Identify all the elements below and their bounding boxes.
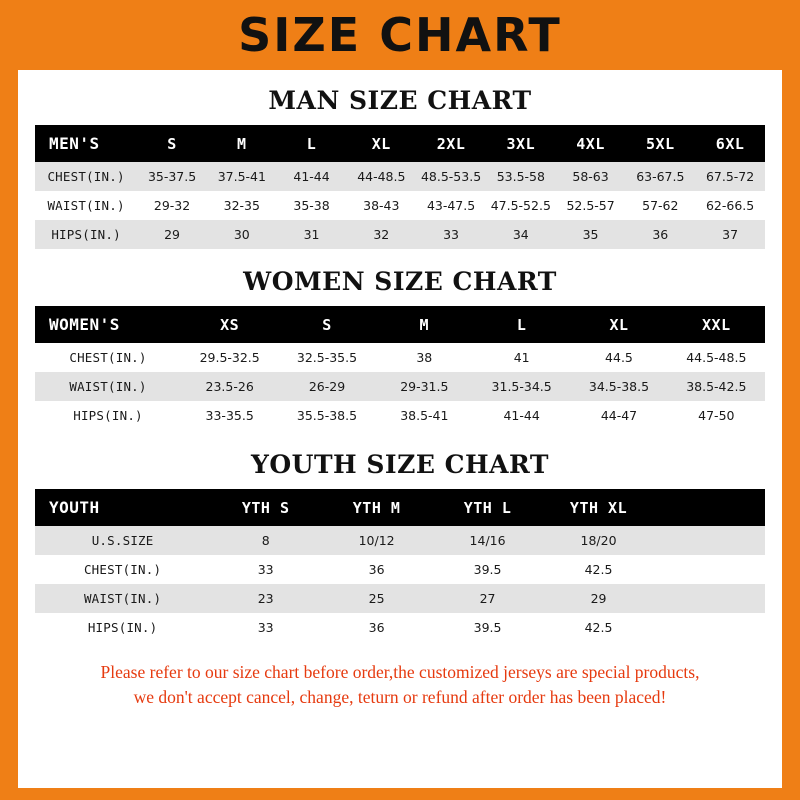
cell: 35-38 xyxy=(277,191,347,220)
table-header-row xyxy=(35,489,765,526)
youth-size-table xyxy=(35,489,765,642)
cell: 34.5-38.5 xyxy=(570,372,667,401)
row-label: HIPS(IN.) xyxy=(35,401,181,430)
column-header: 2XL xyxy=(416,125,486,162)
cell xyxy=(654,555,765,584)
row-label: WAIST(IN.) xyxy=(35,584,210,613)
cell: 48.5-53.5 xyxy=(416,162,486,191)
table-header-row xyxy=(35,306,765,343)
table-row xyxy=(35,191,765,220)
cell: 8 xyxy=(210,526,321,555)
cell: 52.5-57 xyxy=(556,191,626,220)
cell: 25 xyxy=(321,584,432,613)
cell: 62-66.5 xyxy=(695,191,765,220)
cell: 29 xyxy=(137,220,207,249)
column-header: YTH XL xyxy=(543,489,654,526)
cell: 38.5-41 xyxy=(376,401,473,430)
cell: 32-35 xyxy=(207,191,277,220)
cell: 39.5 xyxy=(432,555,543,584)
cell: 38.5-42.5 xyxy=(668,372,765,401)
column-header: MEN'S xyxy=(35,125,137,162)
column-header: M xyxy=(207,125,277,162)
banner xyxy=(0,0,800,70)
column-header: YOUTH xyxy=(35,489,210,526)
column-header: 5XL xyxy=(625,125,695,162)
table-row xyxy=(35,343,765,372)
cell: 29-32 xyxy=(137,191,207,220)
column-header: S xyxy=(278,306,375,343)
column-header: YTH L xyxy=(432,489,543,526)
row-label: HIPS(IN.) xyxy=(35,220,137,249)
column-header: XL xyxy=(570,306,667,343)
cell: 33 xyxy=(210,613,321,642)
column-header xyxy=(654,489,765,526)
women-size-table xyxy=(35,306,765,430)
cell: 18/20 xyxy=(543,526,654,555)
cell: 23.5-26 xyxy=(181,372,278,401)
cell xyxy=(654,526,765,555)
column-header: XXL xyxy=(668,306,765,343)
cell: 26-29 xyxy=(278,372,375,401)
cell: 30 xyxy=(207,220,277,249)
row-label: WAIST(IN.) xyxy=(35,191,137,220)
cell: 58-63 xyxy=(556,162,626,191)
footer-note xyxy=(35,660,765,711)
youth-section-title: YOUTH SIZE CHART xyxy=(251,450,549,479)
cell: 23 xyxy=(210,584,321,613)
banner-title: SIZE CHART xyxy=(238,8,562,62)
table-header-row xyxy=(35,125,765,162)
cell: 36 xyxy=(321,613,432,642)
column-header: YTH M xyxy=(321,489,432,526)
column-header: L xyxy=(277,125,347,162)
cell: 29-31.5 xyxy=(376,372,473,401)
cell: 43-47.5 xyxy=(416,191,486,220)
cell: 47.5-52.5 xyxy=(486,191,556,220)
table-row xyxy=(35,613,765,642)
cell: 44-47 xyxy=(570,401,667,430)
row-label: CHEST(IN.) xyxy=(35,555,210,584)
cell: 32.5-35.5 xyxy=(278,343,375,372)
column-header: 3XL xyxy=(486,125,556,162)
cell: 37 xyxy=(695,220,765,249)
table-row xyxy=(35,162,765,191)
cell: 36 xyxy=(321,555,432,584)
cell: 42.5 xyxy=(543,613,654,642)
table-row xyxy=(35,220,765,249)
cell: 33-35.5 xyxy=(181,401,278,430)
column-header: 4XL xyxy=(556,125,626,162)
cell: 35.5-38.5 xyxy=(278,401,375,430)
column-header: XS xyxy=(181,306,278,343)
row-label: WAIST(IN.) xyxy=(35,372,181,401)
table-row xyxy=(35,584,765,613)
man-section-title: MAN SIZE CHART xyxy=(268,86,532,115)
table-row xyxy=(35,401,765,430)
row-label: HIPS(IN.) xyxy=(35,613,210,642)
cell: 31 xyxy=(277,220,347,249)
cell: 44.5 xyxy=(570,343,667,372)
cell: 42.5 xyxy=(543,555,654,584)
cell: 63-67.5 xyxy=(625,162,695,191)
cell: 57-62 xyxy=(625,191,695,220)
cell: 44-48.5 xyxy=(346,162,416,191)
column-header: XL xyxy=(346,125,416,162)
column-header: S xyxy=(137,125,207,162)
cell: 41 xyxy=(473,343,570,372)
cell: 37.5-41 xyxy=(207,162,277,191)
cell: 53.5-58 xyxy=(486,162,556,191)
cell: 14/16 xyxy=(432,526,543,555)
cell: 47-50 xyxy=(668,401,765,430)
cell: 31.5-34.5 xyxy=(473,372,570,401)
cell: 10/12 xyxy=(321,526,432,555)
cell: 41-44 xyxy=(473,401,570,430)
table-row xyxy=(35,555,765,584)
cell: 34 xyxy=(486,220,556,249)
cell: 27 xyxy=(432,584,543,613)
cell: 41-44 xyxy=(277,162,347,191)
cell xyxy=(654,584,765,613)
column-header: M xyxy=(376,306,473,343)
cell: 29 xyxy=(543,584,654,613)
column-header: WOMEN'S xyxy=(35,306,181,343)
cell: 38-43 xyxy=(346,191,416,220)
bottom-accent-bar xyxy=(0,788,800,800)
cell: 32 xyxy=(346,220,416,249)
row-label: U.S.SIZE xyxy=(35,526,210,555)
footer-note-line-1: Please refer to our size chart before order,the customized jerseys are special products, xyxy=(100,662,700,682)
cell: 29.5-32.5 xyxy=(181,343,278,372)
row-label: CHEST(IN.) xyxy=(35,162,137,191)
cell: 33 xyxy=(210,555,321,584)
cell: 33 xyxy=(416,220,486,249)
women-section-title: WOMEN SIZE CHART xyxy=(243,267,557,296)
row-label: CHEST(IN.) xyxy=(35,343,181,372)
cell: 44.5-48.5 xyxy=(668,343,765,372)
cell: 35-37.5 xyxy=(137,162,207,191)
man-size-table xyxy=(35,125,765,249)
cell: 36 xyxy=(625,220,695,249)
cell: 35 xyxy=(556,220,626,249)
cell: 39.5 xyxy=(432,613,543,642)
column-header: 6XL xyxy=(695,125,765,162)
content xyxy=(18,86,782,711)
cell xyxy=(654,613,765,642)
column-header: L xyxy=(473,306,570,343)
cell: 67.5-72 xyxy=(695,162,765,191)
cell: 38 xyxy=(376,343,473,372)
column-header: YTH S xyxy=(210,489,321,526)
footer-note-line-2: we don't accept cancel, change, teturn or refund after order has been placed! xyxy=(133,687,667,708)
table-row xyxy=(35,372,765,401)
table-row xyxy=(35,526,765,555)
